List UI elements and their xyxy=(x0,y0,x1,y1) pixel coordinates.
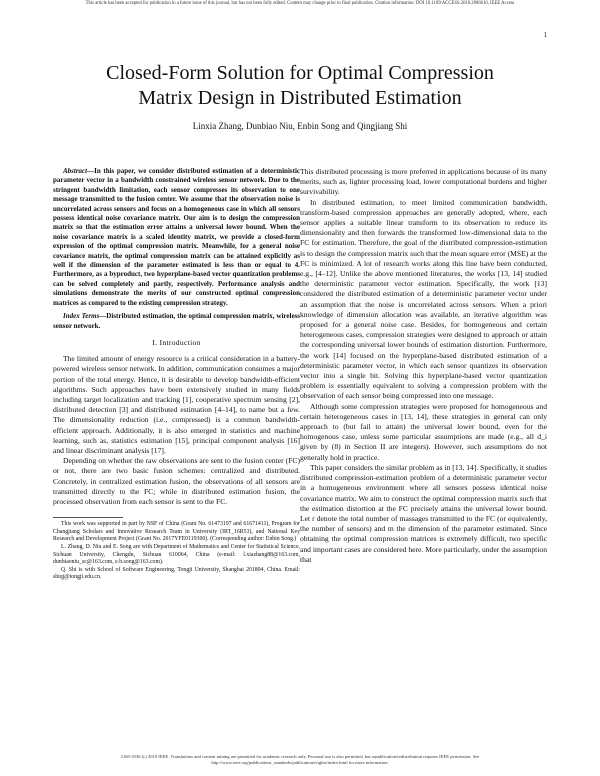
journal-header-note: This article has been accepted for publication in a future issue of this journal, but has not been fully edited. Content may change prior to final publication. Citation information: DOI 10.1109/ACCESS.2018.2886610, IEEE Access xyxy=(85,1,515,6)
section-heading-introduction: I. Introduction xyxy=(152,337,201,347)
body-paragraph: In distributed estimation, to meet limited communication bandwidth, transform-based compression approaches are generally adopted, where, each sensor applies a suitable linear transform to its observation to reduce its dimensionality and then forwards the transformed low-dimensional data to the FC for estimation. Therefore, the goal of the distributed compression-estimation is to design the compression matrix such that the mean square error (MSE) at the FC is minimized. A lot of research works along this line have been conducted, e.g., [4–12]. Unlike the above mentioned literatures, the works [13, 14] studied the deterministic parameter vector estimation. Specifically, the work [13] considered the distributed estimation of a deterministic parameter vector under an assumption that the noise is uncorrelated across sensors. When a priori knowledge of dimension allocation was available, an iterative algorithm was proposed for a general noise case. Besides, for homogeneous and certain heterogeneous cases, compression strategies were designed to approach or attain the corresponding universal lower bounds of estimation distortion. Furthermore, the work [14] focused on the hyperplane-based distributed estimation of a deterministic parameter vector, in which each sensor quantizes its observation vector into a single bit. Solving this hyperplane-based vector quantization problem is essentially equivalent to solving a compression problem with the observation of each sensor being compressed into one message. xyxy=(300,197,547,401)
abstract-text: —In this paper, we consider distributed estimation of a deterministic parameter vector in a bandwidth constrained wireless sensor network. Due to the stringent bandwidth limitation, each sensor compresses its observation to one message transmitted to the fusion center. We assume that the observation noise is uncorrelated across sensors and focus on a homogeneous case in which all sensors possess identical noise covariance matrix. Our aim is to design the compression matrix so that the estimation error attains a universal lower bound. When the noise covariance matrix is a scaled identity matrix, we provide a closed-form expression of the optimal compression matrix. Meanwhile, for a general noise covariance matrix, the optimal compression matrix can be attained explicitly as well if the dimension of the parameter estimated is less than or equal to 4. Furthermore, as a byproduct, two hyperplane-based vector quantization problems can be solved completely and partly, respectively. Performance analysis and simulations demonstrate the merits of our constructed optimal compression matrices as compared to the existing compression strategy. xyxy=(53,167,300,307)
footnote-affiliation-2: Q. Shi is with School of Software Engineering, Tongji University, Shanghai 201804, China. Email: shiqj@tongji.edu.cn. xyxy=(53,566,300,581)
index-terms-label: Index Terms xyxy=(63,312,100,321)
footer-line-1: 2169-3536 (c) 2018 IEEE. Translations and content mining are permitted for academic research only. Personal use is also permitted, but republication/redistribution requires IEEE permission. See xyxy=(120,754,480,759)
page-number: 1 xyxy=(543,31,547,39)
footnote-divider xyxy=(53,517,123,518)
title-line-1: Closed-Form Solution for Optimal Compression xyxy=(106,62,494,84)
body-paragraph: Although some compression strategies were proposed for homogeneous and certain heterogeneous cases in [13, 14], these strategies in general can only approach to (but fail to attain) the universal lower bound, even for the homogenous case, unless some particular assumptions are made (e.g., all d_i given by (8) in Section II are integers). However, such assumptions do not generally hold in practice. xyxy=(300,401,547,462)
intro-paragraph: Depending on whether the raw observations are sent to the fusion center (FC) or not, there are two basic fusion schemes: centralized and distributed. Concretely, in centralized estimation fusion, the observations of all sensors are transmitted directly to the FC; while in distributed estimation fusion, the processed observation from each sensor is sent to the FC. xyxy=(53,456,300,506)
left-column xyxy=(53,167,300,582)
title-line-2: Matrix Design in Distributed Estimation xyxy=(138,87,462,109)
intro-paragraph: The limited amount of energy resource is a critical consideration in a battery-powered wireless sensor network. In addition, communication consumes a major portion of the total energy. Hence, it is desirable to develop bandwidth-efficient algorithms. Such approaches have been extensively studied in many fields including target localization and tracking [1], cooperative spectrum sensing [2], distributed detection [3] and distributed estimation [4–14], to name but a few. The dimensionality reduction (i.e., compressed) is a common bandwidth-efficient approach. Additionally, it is also emerged in statistics and machine learning, such as, statistics estimation [15], principal component analysis [16] and linear discriminant analysis [17]. xyxy=(53,354,300,455)
copyright-footer xyxy=(0,754,600,766)
footnote-affiliation-1: L. Zhang, D. Niu and E. Song are with Department of Mathematics and Center for Statistical Science, Sichuan University, Chengdu, Sichuan 610064, China (e-mail: l.xiazhang88@163.com, dunbiaoniu_sc@163.com, e.b.song@163.com). xyxy=(53,543,300,566)
paper-title xyxy=(40,61,560,111)
abstract-label: Abstract xyxy=(63,167,88,175)
author-list: Linxia Zhang, Dunbiao Niu, Enbin Song and Qingjiang Shi xyxy=(192,121,408,131)
footnote-funding: This work was supported in part by NSF of China (Grant No. 61473197 and 61671411), Program for Changjiang Scholars and Innovative Research Team in University (IRT_16R53), and National Key Research and Development Project (Grant No. 2017YFE0119300). (Corresponding author: Enbin Song.) xyxy=(53,521,300,543)
index-terms xyxy=(53,312,300,331)
body-paragraph: This distributed processing is more preferred in applications because of its many merits, such as, lighter processing load, lower computational burdens and higher survivability. xyxy=(300,167,547,197)
index-terms-text: —Distributed estimation, the optimal compression matrix, wireless sensor network. xyxy=(53,312,300,330)
abstract xyxy=(53,167,300,308)
footnotes xyxy=(53,521,300,582)
right-column xyxy=(300,167,547,565)
body-paragraph: This paper considers the similar problem as in [13, 14]. Specifically, it studies distributed compression-estimation problem of a deterministic parameter vector in a homogeneous environment where all sensors possess identical noise covariance matrix. We aim to construct the optimal compression matrix such that the estimation distortion at the FC precisely attains the universal lower bound. Let r denote the total number of massages transmitted to the FC (or equivalently, the number of sensors) and m the dimension of the parameter estimated. Since obtaining the optimal compression matrices is extremely difficult, two specific and important cases are considered here. More particularly, under the assumption that xyxy=(300,462,547,564)
footer-line-2: http://www.ieee.org/publications_standards/publications/rights/index.html for more information. xyxy=(211,760,389,765)
